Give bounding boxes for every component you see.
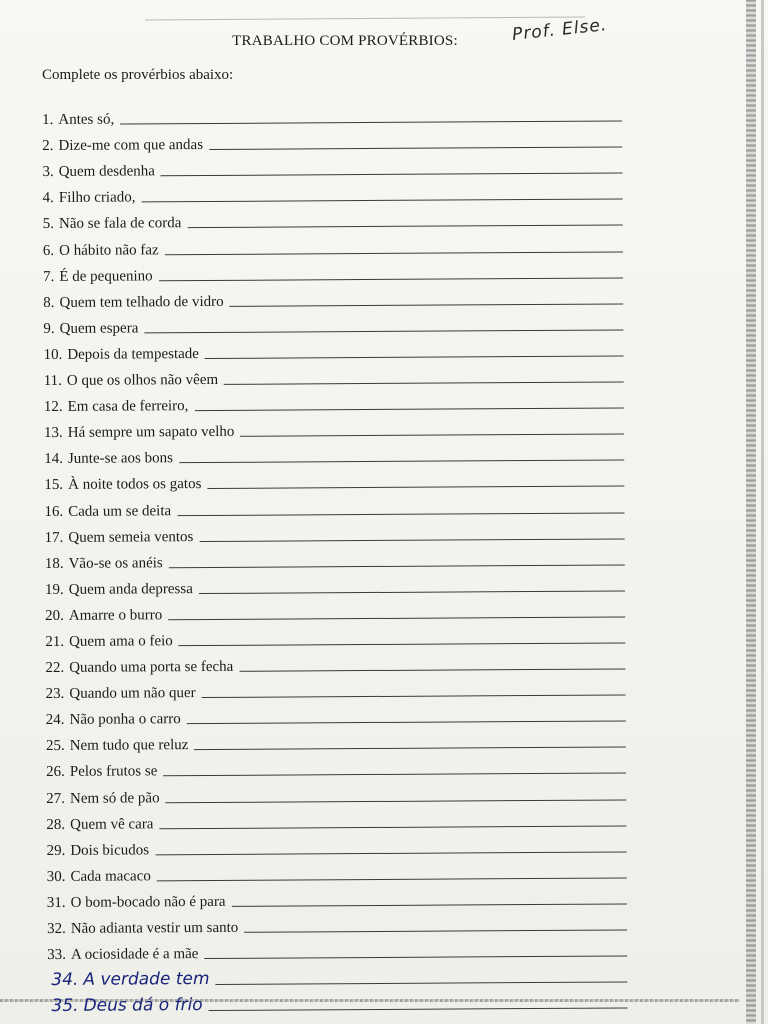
proverb-start-text: Quem espera — [59, 320, 139, 337]
answer-blank-line[interactable] — [224, 381, 624, 384]
answer-blank-line[interactable] — [187, 225, 622, 229]
item-number: 3. — [42, 164, 54, 181]
answer-blank-line[interactable] — [194, 747, 626, 751]
proverb-start-text: Junte-se aos bons — [67, 450, 173, 468]
page-title: TRABALHO COM PROVÉRBIOS: — [232, 33, 458, 49]
item-number: 1. — [42, 112, 54, 129]
answer-blank-line[interactable] — [179, 642, 626, 646]
item-number: 14. — [44, 451, 63, 468]
proverb-start-text: Quem vê cara — [70, 815, 154, 833]
proverb-start-text: Nem tudo que reluz — [69, 737, 189, 755]
proverb-start-text: Antes só, — [58, 111, 115, 128]
handwritten-author: Prof. Else. — [511, 15, 609, 45]
proverb-start-text: Depois da tempestade — [67, 345, 199, 363]
item-number: 18. — [44, 555, 64, 572]
item-number: 29. — [46, 842, 66, 859]
proverb-item — [43, 230, 623, 260]
proverb-start-text: Dize-me com que andas — [58, 137, 204, 155]
proverb-start-text: Cada macaco — [70, 868, 151, 885]
item-number: 34. — [51, 969, 79, 991]
proverb-start-text: O bom-bocado não é para — [70, 893, 226, 911]
proverb-item — [44, 439, 624, 469]
item-number: 7. — [43, 268, 55, 285]
handwritten-proverb-item — [51, 961, 627, 991]
answer-blank-line[interactable] — [209, 147, 622, 151]
answer-blank-line[interactable] — [120, 121, 622, 125]
item-number: 6. — [42, 242, 55, 259]
proverb-item — [43, 334, 623, 364]
item-number: 26. — [46, 764, 65, 781]
item-number: 23. — [45, 686, 65, 703]
proverb-start-text: Quem ama o feio — [68, 633, 173, 650]
proverb-start-text: Amarre o burro — [68, 607, 163, 624]
item-number: 8. — [43, 294, 55, 311]
answer-blank-line[interactable] — [207, 486, 624, 490]
answer-blank-line[interactable] — [199, 590, 625, 594]
proverb-item — [47, 882, 627, 912]
item-number: 24. — [45, 712, 65, 729]
answer-blank-line[interactable] — [244, 929, 627, 932]
item-number: 11. — [43, 372, 62, 390]
answer-blank-line[interactable] — [239, 669, 625, 672]
proverb-start-text: Dois bicudos — [70, 842, 150, 859]
answer-blank-line[interactable] — [205, 355, 624, 359]
proverb-item — [46, 752, 626, 782]
item-number: 16. — [44, 503, 64, 520]
proverb-item — [44, 491, 624, 521]
proverb-item — [44, 465, 624, 495]
item-number: 31. — [46, 894, 66, 911]
answer-blank-line[interactable] — [155, 851, 626, 855]
instructions-text: Complete os provérbios abaixo: — [42, 67, 234, 83]
proverb-item — [47, 856, 627, 886]
answer-blank-line[interactable] — [168, 616, 625, 620]
item-number: 22. — [45, 659, 65, 677]
answer-blank-line[interactable] — [202, 695, 626, 699]
proverb-item — [43, 308, 623, 338]
proverb-start-text: Não adianta vestir um santo — [70, 919, 239, 937]
proverb-start-text: Quem tem telhado de vidro — [59, 293, 224, 311]
proverb-item — [42, 99, 622, 129]
proverb-start-text: À noite todos os gatos — [68, 476, 202, 494]
item-number: 5. — [42, 216, 55, 233]
answer-blank-line[interactable] — [177, 512, 624, 516]
answer-blank-line[interactable] — [165, 251, 623, 255]
top-rule — [145, 16, 585, 20]
item-number: 25. — [45, 738, 65, 755]
item-number: 4. — [42, 190, 54, 207]
proverb-start-text: Quem semeia ventos — [68, 528, 194, 546]
proverb-list — [42, 99, 628, 1016]
proverb-item — [45, 517, 625, 547]
answer-blank-line[interactable] — [232, 903, 627, 906]
proverb-item — [47, 934, 627, 964]
item-number: 2. — [42, 138, 54, 155]
proverb-item — [45, 621, 625, 651]
proverb-start-text: Quem desdenha — [58, 163, 155, 181]
item-number: 30. — [46, 868, 66, 885]
item-number: 15. — [44, 477, 64, 494]
proverb-start-text: Não ponha o carro — [69, 711, 181, 729]
proverb-item — [46, 674, 626, 704]
item-number: 27. — [46, 790, 66, 807]
proverb-item — [46, 700, 626, 730]
proverb-item — [45, 647, 625, 677]
answer-blank-line[interactable] — [161, 173, 623, 177]
proverb-item — [43, 204, 623, 234]
item-number: 13. — [43, 425, 63, 442]
proverb-item — [45, 595, 625, 625]
proverb-start-text: Em casa de ferreiro, — [67, 398, 189, 415]
proverb-start-text: O hábito não faz — [59, 241, 159, 259]
proverb-item — [46, 726, 626, 756]
proverb-item — [42, 178, 622, 208]
proverb-start-text: Cada um se deita — [68, 502, 172, 520]
answer-blank-line[interactable] — [240, 434, 624, 437]
proverb-start-text: Deus dá o frio — [83, 995, 203, 1017]
item-number: 35. — [51, 996, 79, 1017]
proverb-item — [46, 804, 626, 834]
proverb-start-text: Pelos frutos se — [69, 763, 158, 781]
answer-blank-line[interactable] — [157, 877, 627, 881]
proverb-item — [44, 413, 624, 443]
proverb-item — [45, 569, 625, 599]
item-number: 12. — [43, 399, 63, 416]
answer-blank-line[interactable] — [204, 956, 627, 960]
answer-blank-line[interactable] — [216, 982, 628, 986]
answer-blank-line[interactable] — [187, 721, 626, 725]
item-number: 28. — [46, 816, 66, 833]
answer-blank-line[interactable] — [194, 408, 623, 412]
item-number: 17. — [44, 529, 64, 546]
proverb-start-text: O que os olhos não vêem — [66, 371, 219, 389]
answer-blank-line[interactable] — [142, 199, 623, 203]
proverb-item — [43, 256, 623, 286]
answer-blank-line[interactable] — [159, 825, 626, 829]
item-number: 20. — [45, 607, 64, 624]
proverb-start-text: Quando uma porta se fecha — [69, 658, 234, 676]
answer-blank-line[interactable] — [166, 799, 627, 803]
proverb-start-text: A verdade tem — [83, 969, 210, 990]
handwritten-proverb-item — [51, 987, 627, 1017]
proverb-start-text: Vão-se os anéis — [68, 554, 163, 572]
answer-blank-line[interactable] — [144, 329, 623, 333]
proverb-item — [44, 386, 624, 416]
proverb-start-text: É de pequenino — [59, 267, 153, 285]
answer-blank-line[interactable] — [230, 303, 624, 306]
proverb-start-text: Filho criado, — [58, 189, 136, 207]
answer-blank-line[interactable] — [159, 277, 623, 281]
proverb-item — [42, 152, 622, 182]
item-number: 21. — [45, 633, 65, 650]
item-number: 19. — [44, 581, 64, 598]
item-number: 32. — [46, 920, 66, 937]
proverb-item — [46, 778, 626, 808]
proverb-start-text: Quem anda depressa — [68, 580, 193, 598]
proverb-start-text: Nem só de pão — [69, 789, 160, 807]
proverb-start-text: A ociosidade é a mãe — [70, 946, 199, 963]
answer-blank-line[interactable] — [179, 460, 624, 464]
proverb-item — [44, 360, 624, 390]
scan-edge-right — [746, 0, 756, 1024]
proverb-item — [45, 543, 625, 573]
proverb-item — [43, 282, 623, 312]
answer-blank-line[interactable] — [199, 538, 624, 542]
answer-blank-line[interactable] — [169, 564, 625, 568]
scan-edge-right-outer — [761, 0, 764, 1024]
proverb-start-text: Quando um não quer — [69, 685, 196, 702]
proverb-item — [42, 126, 622, 156]
answer-blank-line[interactable] — [163, 773, 626, 777]
proverb-start-text: Não se fala de corda — [58, 215, 182, 233]
item-number: 9. — [43, 320, 55, 337]
answer-blank-line[interactable] — [209, 1008, 628, 1012]
proverb-item — [46, 830, 626, 860]
item-number: 10. — [43, 346, 63, 363]
item-number: 33. — [47, 946, 67, 964]
proverb-item — [47, 908, 627, 938]
proverb-start-text: Há sempre um sapato velho — [67, 424, 235, 442]
